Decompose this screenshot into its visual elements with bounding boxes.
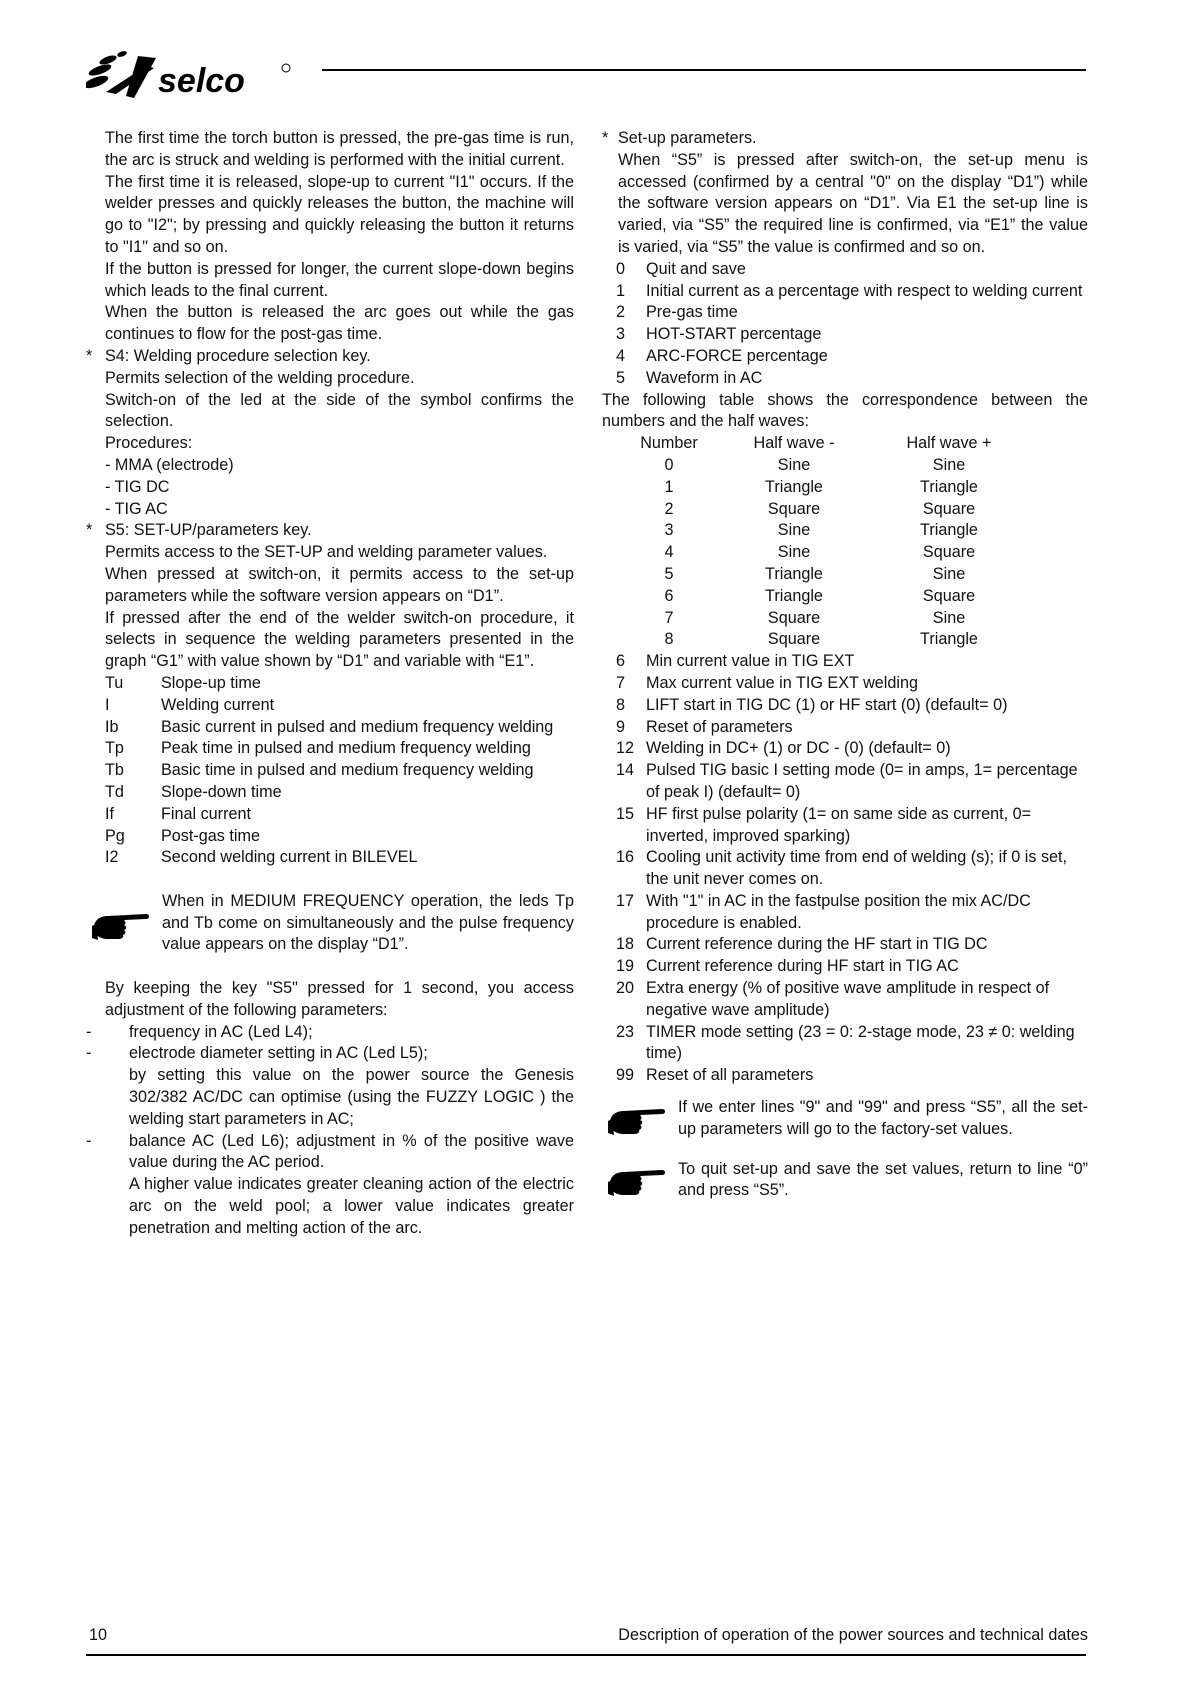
page-number: 10	[89, 1626, 108, 1644]
table-row: 4 Sine Square	[664, 543, 976, 562]
dash-item: - electrode diameter setting in AC (Led L5);	[86, 1044, 428, 1063]
paragraph: Permits selection of the welding procedure.	[105, 368, 415, 387]
setup-line: 18 Current reference during the HF start in TIG DC	[616, 935, 988, 954]
table-row: 8 Square Triangle	[664, 630, 978, 649]
pointing-hand-icon	[602, 1099, 678, 1139]
list-item: - TIG AC	[105, 499, 168, 518]
param-row: Tp Peak time in pulsed and medium frequency welding	[105, 739, 531, 758]
table-row: 7 Square Sine	[664, 608, 966, 627]
setup-line: 7 Max current value in TIG EXT welding	[616, 673, 919, 692]
s5-section-title: * S5: SET-UP/parameters key.	[86, 520, 574, 542]
asterisk-marker: *	[86, 346, 93, 365]
pointing-hand-icon	[602, 1160, 678, 1200]
left-column	[86, 128, 574, 1240]
pointing-hand-icon	[86, 904, 162, 944]
dash-item: - frequency in AC (Led L4);	[86, 1022, 313, 1041]
paragraph: By keeping the key "S5" pressed for 1 second, you access adjustment of the following parameters:	[105, 979, 574, 1019]
setup-line: 5 Waveform in AC	[616, 368, 763, 387]
asterisk-marker: *	[602, 129, 609, 147]
setup-line: 4 ARC-FORCE percentage	[616, 346, 828, 365]
param-row: Td Slope-down time	[105, 782, 282, 801]
s4-section-title: * S4: Welding procedure selection key.	[86, 346, 574, 368]
note-quit: To quit set-up and save the set values, return to line “0” and press “S5”.	[602, 1159, 1088, 1203]
paragraph: The following table shows the correspondence between the numbers and the half waves:	[602, 390, 1088, 431]
table-row: 6 Triangle Square	[664, 586, 976, 605]
table-header-row: Number Half wave - Half wave +	[640, 434, 992, 453]
setup-line: 14 Pulsed TIG basic I setting mode (0= in amps, 1= percentage of peak I) (default= 0)	[616, 761, 1078, 801]
footer-title: Description of operation of the power sources and technical dates	[618, 1626, 1088, 1644]
param-row: Tb Basic time in pulsed and medium frequency welding	[105, 761, 534, 780]
paragraph: Permits access to the SET-UP and welding parameter values.	[105, 543, 548, 562]
paragraph: When pressed at switch-on, it permits access to the set-up parameters while the software version appears on “D1”.	[105, 564, 574, 605]
table-row: 2 Square Square	[664, 499, 976, 518]
param-row: If Final current	[105, 804, 251, 823]
svg-text:selco: selco	[158, 62, 245, 100]
setup-line: 20 Extra energy (% of positive wave amplitude in respect of negative wave amplitude)	[616, 979, 1050, 1019]
table-row: 0 Sine Sine	[664, 455, 966, 474]
paragraph: The first time the torch button is pressed, the pre-gas time is run, the arc is struck and welding is performed with the initial current.	[105, 129, 574, 169]
setup-line: 15 HF first pulse polarity (1= on same side as current, 0= inverted, improved sparking)	[616, 804, 1032, 845]
setup-line: 0 Quit and save	[616, 259, 746, 278]
table-row: 5 Triangle Sine	[664, 564, 966, 583]
paragraph: Procedures:	[105, 434, 193, 453]
setup-line: 1 Initial current as a percentage with respect to welding current	[616, 281, 1083, 300]
selco-logo	[86, 48, 316, 108]
note-reset: If we enter lines "9" and "99" and press “S5”, all the set-up parameters will go to the factory-set values.	[602, 1097, 1088, 1141]
setup-line: 6 Min current value in TIG EXT	[616, 652, 855, 671]
setup-line: 17 With "1" in AC in the fastpulse position the mix AC/DC procedure is enabled.	[616, 891, 1031, 932]
setup-line: 19 Current reference during HF start in TIG AC	[616, 957, 959, 976]
setup-line: 23 TIMER mode setting (23 = 0: 2-stage mode, 23 ≠ 0: welding time)	[616, 1022, 1075, 1063]
paragraph: If pressed after the end of the welder switch-on procedure, it selects in sequence the welding parameters presented in the graph “G1” with value shown by “D1” and variable with “E1”.	[105, 608, 574, 671]
paragraph: When “S5” is pressed after switch-on, the set-up menu is accessed (confirmed by a central "0" on the display “D1”) while the software version appears on “D1”. Via E1 the set-up line is varied, via “S5” the required line is confirmed, via “E1” the value is varied, via “S5” the value is confirmed and so on.	[618, 150, 1088, 256]
header-rule	[322, 69, 1086, 71]
paragraph: If the button is pressed for longer, the current slope-down begins which leads to the final current.	[105, 259, 574, 300]
setup-line: 9 Reset of parameters	[616, 717, 793, 736]
setup-line: 16 Cooling unit activity time from end of welding (s); if 0 is set, the unit never comes on.	[616, 848, 1068, 889]
param-row: I Welding current	[105, 695, 275, 714]
dash-item: - balance AC (Led L6); adjustment in % of the positive wave value during the AC period.	[86, 1131, 574, 1172]
table-row: 1 Triangle Triangle	[664, 477, 978, 496]
param-row: Tu Slope-up time	[105, 673, 261, 692]
list-item: - MMA (electrode)	[105, 455, 234, 474]
param-row: Pg Post-gas time	[105, 826, 260, 845]
paragraph: The first time it is released, slope-up to current "I1" occurs. If the welder presses and quickly releases the button, the machine will go to "I2"; by pressing and quickly releasing the button it returns to "I1" and so on.	[105, 172, 574, 256]
footer-rule	[86, 1654, 1086, 1656]
paragraph: A higher value indicates greater cleaning action of the electric arc on the weld pool; a lower value indicates greater penetration and melting action of the arc.	[129, 1175, 574, 1237]
paragraph: When the button is released the arc goes out while the gas continues to flow for the post-gas time.	[105, 303, 574, 344]
setup-line: 8 LIFT start in TIG DC (1) or HF start (0) (default= 0)	[616, 695, 1008, 714]
setup-line: 3 HOT-START percentage	[616, 325, 822, 344]
setup-line: 99 Reset of all parameters	[616, 1066, 814, 1085]
paragraph: by setting this value on the power source the Genesis 302/382 AC/DC can optimise (using the FUZZY LOGIC ) the welding start parameters in AC;	[129, 1066, 574, 1128]
note-medium-frequency: When in MEDIUM FREQUENCY operation, the leds Tp and Tb come on simultaneously and the pulse frequency value appears on the display “D1”.	[86, 891, 574, 956]
list-item: - TIG DC	[105, 477, 170, 496]
param-row: I2 Second welding current in BILEVEL	[105, 848, 418, 867]
asterisk-marker: *	[86, 521, 93, 540]
right-column	[602, 128, 1088, 1202]
half-wave-table	[624, 433, 1024, 651]
paragraph: Switch-on of the led at the side of the symbol confirms the selection.	[105, 390, 574, 431]
param-row: Ib Basic current in pulsed and medium frequency welding	[105, 717, 554, 736]
setup-line: 2 Pre-gas time	[616, 303, 738, 322]
table-row: 3 Sine Triangle	[664, 521, 978, 540]
setup-section-title: * Set-up parameters.	[602, 128, 1088, 150]
setup-line: 12 Welding in DC+ (1) or DC - (0) (default= 0)	[616, 739, 951, 758]
